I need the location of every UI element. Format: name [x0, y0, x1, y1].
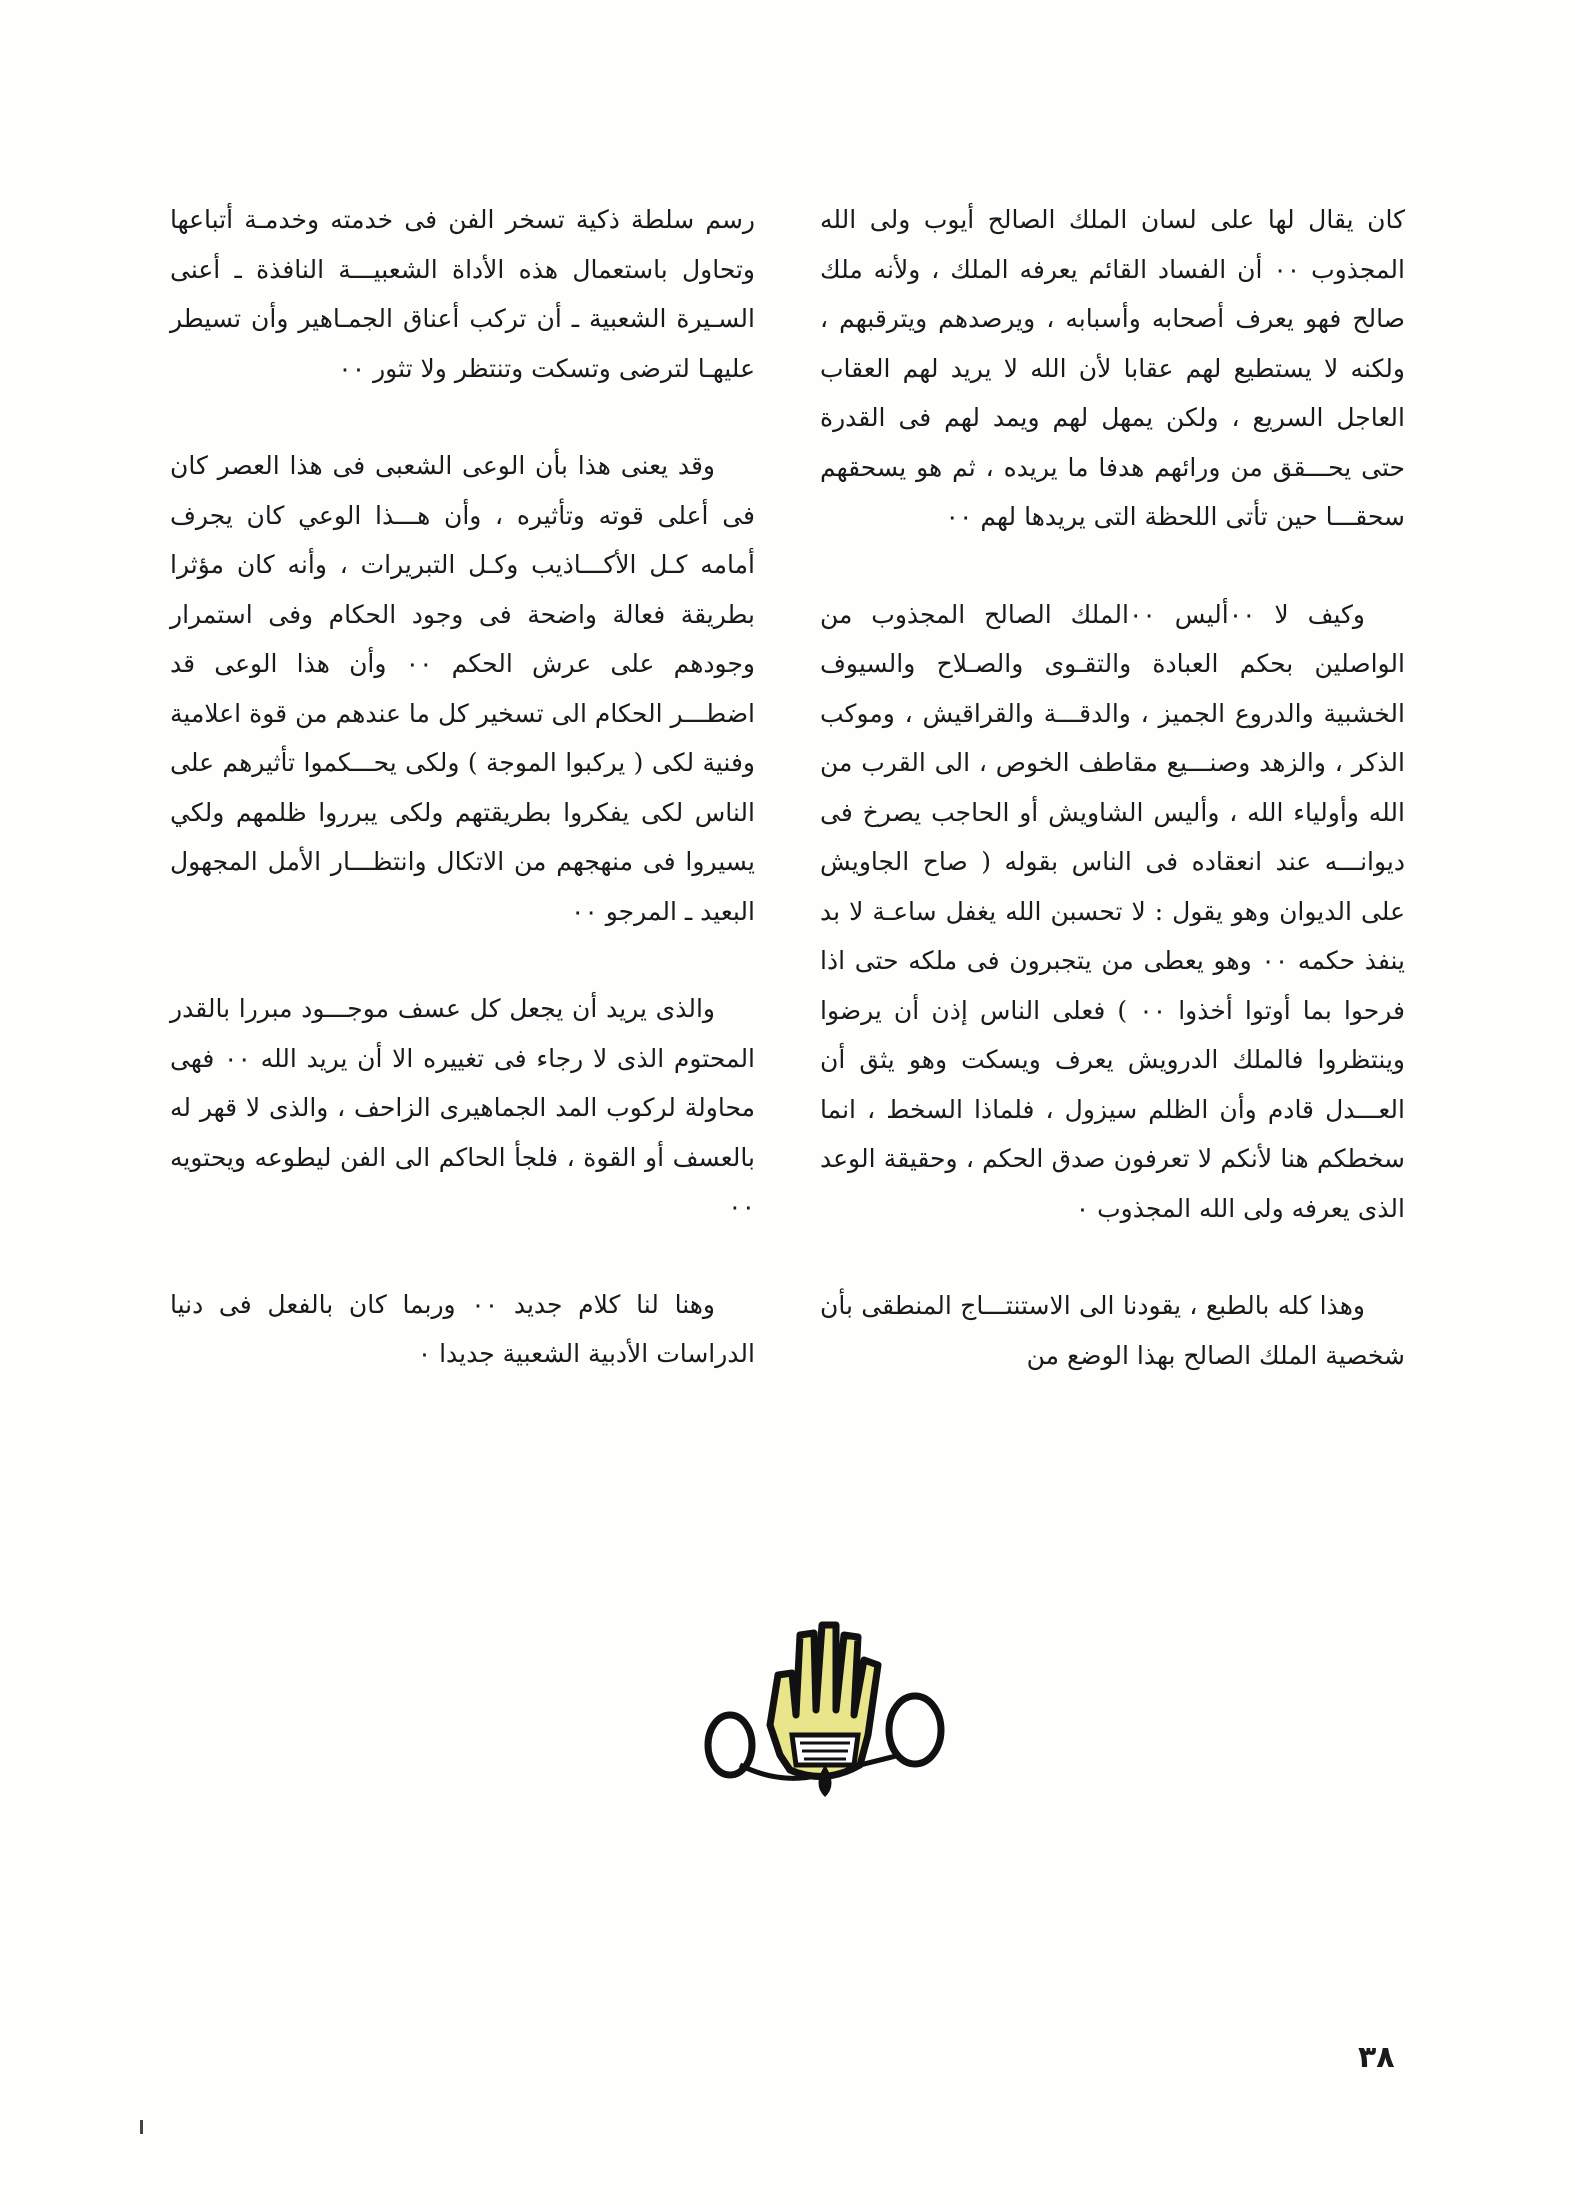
right-paragraph-1: كان يقال لها على لسان الملك الصالح أيوب ولى الله المجذوب ٠٠ أن الفساد القائم يعرفه الملك ، ولأنه ملك صالح فهو يعرف أصحابه وأسبابه ، ويرصدهم ويترقبهم ، ولكنه لا يستطيع لهم عقابا لأن الله لا يريد لهم العقاب العاجل السريع ، ولكن يمهل لهم ويمد لهم فى القدرة حتى يحـــقق من ورائهم هدفا ما يريده ، ثم هو يسحقهم سحقـــا حين تأتى اللحظة التى يريدها لهم ٠٠	[820, 205, 1405, 531]
left-paragraph-3: والذى يريد أن يجعل كل عسف موجـــود مبررا بالقدر المحتوم الذى لا رجاء فى تغييره الا أن يريد الله ٠٠ فهى محاولة لركوب المد الجماهيرى الزاحف ، والذى لا قهر له بالعسف أو القوة ، فلجأ الحاكم الى الفن ليطوعه ويحتويه ٠٠	[170, 994, 756, 1221]
left-column	[170, 195, 755, 1427]
left-paragraph-1: رسم سلطة ذكية تسخر الفن فى خدمته وخدمـة أتباعها وتحاول باستعمال هذه الأداة الشعبيـــة النافذة ـ أعنى السـيرة الشعبية ـ أن تركب أعناق الجمـاهير وأن تسيطر عليهـا لترضى وتسكت وتنتظر ولا تثور ٠٠	[170, 205, 755, 383]
hand-emblem-icon	[700, 1615, 950, 1805]
right-column	[820, 195, 1405, 1428]
right-paragraph-2: وكيف لا ٠٠أليس ٠٠الملك الصالح المجذوب من الواصلين بحكم العبادة والتقـوى والصـلاح والسيوف الخشبية والدروع الجميز ، والدقـــة والقراقيش ، وموكب الذكر ، والزهد وصنـــيع مقاطف الخوص ، الى القرب من الله وأولياء الله ، وأليس الشاويش أو الحاجب يصرخ فى ديوانـــه عند انعقاده فى الناس بقوله ( صاح الجاويش على الديوان وهو يقول : لا تحسبن الله يغفل ساعـة لا بد ينفذ حكمه ٠٠ وهو يعطى من يتجبرون فى ملكه حتى اذا فرحوا بما أوتوا أخذوا ٠٠ ) فعلى الناس إذن أن يرضوا وينتظروا فالملك الدرويش يعرف ويسكت وهو يثق أن العـــدل قادم وأن الظلم سيزول ، فلماذا السخط ، انما سخطكم هنا لأنكم لا تعرفون صدق الحكم ، وحقيقة الوعد الذى يعرفه ولى الله المجذوب ٠	[820, 599, 1406, 1223]
left-paragraph-2: وقد يعنى هذا بأن الوعى الشعبى فى هذا العصر كان فى أعلى قوته وتأثيره ، وأن هـــذا الوعي كان يجرف أمامه كـل الأكـــاذيب وكـل التبريرات ، وأنه كان مؤثرا بطريقة فعالة واضحة فى وجود الحكام وفى استمرار وجودهم على عرش الحكم ٠٠ وأن هذا الوعى قد اضطـــر الحكام الى تسخير كل ما عندهم من قوة اعلامية وفنية لكى ( يركبوا الموجة ) ولكى يحـــكموا تأثيرهم على الناس لكى يفكروا بطريقتهم ولكى يبرروا ظلمهم ولكي يسيروا فى منهجهم من الاتكال وانتظـــار الأمل المجهول البعيد ـ المرجو ٠٠	[170, 451, 755, 926]
left-paragraph-4: وهنا لنا كلام جديد ٠٠ وربما كان بالفعل فى دنيا الدراسات الأدبية الشعبية جديدا ٠	[170, 1289, 755, 1368]
right-paragraph-3: وهذا كله بالطبع ، يقودنا الى الاستنتـــاج المنطقى بأن شخصية الملك الصالح بهذا الوضع من	[820, 1291, 1405, 1370]
scan-speck	[140, 2120, 143, 2134]
page-number: ٣٨	[1358, 2040, 1395, 2075]
